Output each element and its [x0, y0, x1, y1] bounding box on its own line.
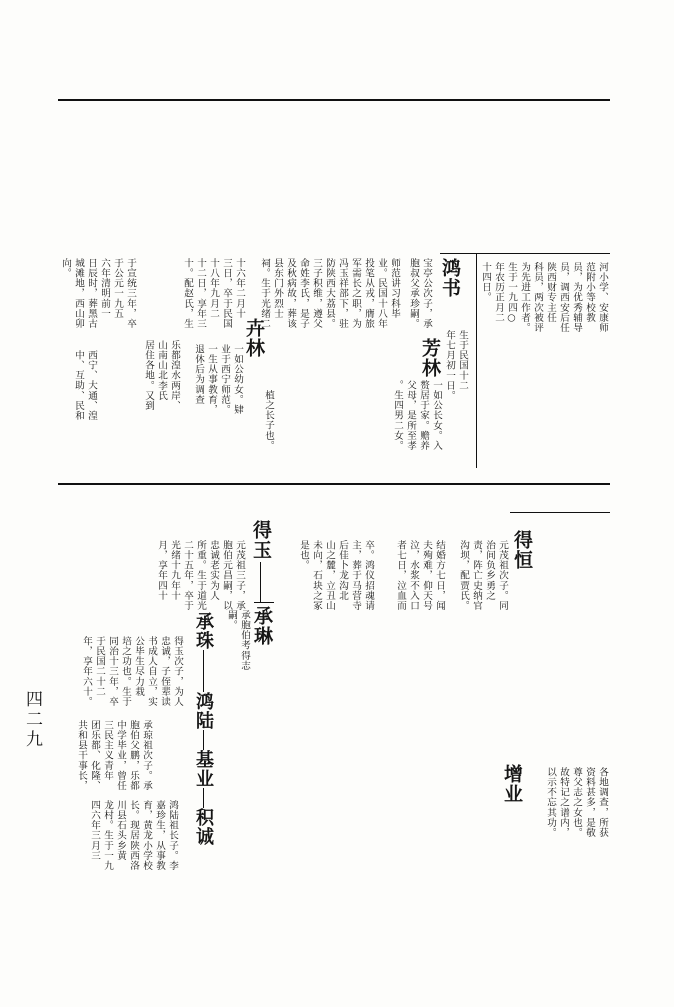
bottom-col-45: 育，黄龙小学校 [141, 800, 152, 871]
top-col-49: 西宁、大通、湟 [86, 350, 97, 421]
head-hongshu: 鸿书 [439, 258, 461, 298]
bottom-col-43: 鸿陆祖长子。李 [167, 800, 178, 871]
chain-link-3 [203, 788, 204, 808]
bottom-col-29: 得玉次子，为人 [172, 636, 183, 707]
top-col-21: 投笔从戎，膺旅 [363, 258, 374, 329]
bottom-col-34: 同治十三年，卒 [107, 636, 118, 707]
top-col-20: 业。民国十八年 [376, 258, 387, 329]
bottom-col-22: 元茂祖三子，承 [234, 540, 245, 611]
bottom-col-46: 长。现居陕西洛 [128, 800, 139, 871]
top-col-14: 赘居于家。赡养 [418, 380, 429, 451]
top-col-6: 科员，两次被评 [532, 262, 543, 333]
top-col-34: 十。配赵氏，生 [182, 258, 193, 329]
head-qilin: 卉林 [243, 318, 265, 358]
bottom-col-24: 忠诚老实为人 [208, 540, 219, 601]
head-fanglin: 芳林 [419, 338, 441, 378]
top-col-28: 县东门外烈士 [272, 258, 283, 319]
top-col-39: 城滩地，西山卯 [73, 258, 84, 329]
hongshu-separator [476, 253, 477, 468]
top-col-7: 为先进工作者。 [519, 262, 530, 333]
top-col-12: 年七月初一日。 [444, 330, 455, 401]
bottom-col-9: 沟坝，配贾氏。 [458, 540, 469, 611]
top-col-44: 一生从事教育， [206, 344, 217, 415]
chain-name-4: 积诚 [193, 808, 214, 846]
top-col-45: 退休后为调查 [193, 344, 204, 405]
bottom-col-25: 所重。生于道光 [195, 540, 206, 611]
top-col-33: 十二日，享年三 [195, 258, 206, 329]
head-chenglin: 承琳 [251, 606, 273, 646]
bottom-col-49: 四六年三月三 [89, 800, 100, 861]
top-col-22: 军需长之职，为 [350, 258, 361, 329]
bottom-col-27: 光绪十九年十 [169, 540, 180, 601]
bottom-col-14: 卒。鸿仪招魂请 [363, 540, 374, 611]
page-number: 四二九 [22, 690, 42, 750]
bottom-col-8: 责，阵亡史纳官 [471, 540, 482, 611]
top-col-50: 中、互助、民和 [73, 350, 84, 421]
top-col-2: 范附小等校教 [584, 262, 595, 323]
bottom-col-13: 者七日，泣血而 [395, 540, 406, 611]
top-col-24: 防陕西大荔县。 [324, 258, 335, 329]
bottom-col-28: 月，享年四十 [156, 540, 167, 601]
bottom-col-20: 承胞伯考得志 [239, 610, 250, 671]
top-col-40: 向。 [60, 258, 71, 279]
bottom-col-19: 是也。 [298, 540, 309, 571]
bottom-col-3: 尊父志之女也。 [571, 767, 582, 838]
bottom-col-1: 各地调查，所获 [597, 767, 608, 838]
middle-rule [58, 483, 610, 485]
bottom-col-32: 公毕生尽力栽 [133, 636, 144, 697]
top-col-18: 胞叔父承珍嗣。 [408, 258, 419, 329]
bottom-col-35: 于民国二十二 [94, 636, 105, 697]
bottom-col-42: 共和县干事长， [76, 720, 87, 791]
top-col-8: 生于一九四○ [506, 262, 517, 324]
top-col-10: 十四日。 [480, 262, 491, 303]
bottom-col-30: 忠诚，子侄辈读 [159, 636, 170, 707]
bottom-col-33: 培之功也。生于 [120, 636, 131, 707]
head-zengye: 增业 [501, 764, 523, 804]
bottom-col-44: 嘉珍生，从事教 [154, 800, 165, 871]
top-col-15: 父母，是所至孝 [405, 380, 416, 451]
top-col-31: 三日，卒于民国 [221, 258, 232, 329]
top-col-47: 山南山北李氏 [156, 340, 167, 401]
bottom-col-38: 胞伯父鹏，乐都 [128, 720, 139, 791]
top-col-35: 于宣统三年，卒 [125, 258, 136, 329]
bottom-col-31: 书成人自立，实 [146, 636, 157, 707]
head-deheng: 得恒 [511, 530, 533, 570]
top-col-27: 及秋病故，葬该 [285, 258, 296, 329]
top-col-43: 业于西宁师范。 [219, 344, 230, 415]
chain-link-2 [203, 730, 204, 750]
chain-name-3: 基业 [193, 750, 214, 788]
bottom-col-12: 泣，水浆不入口 [408, 540, 419, 611]
top-col-17: 宝亭公次子，承 [421, 258, 432, 329]
top-col-26: 命姓李氏，是子 [298, 258, 309, 329]
bottom-col-39: 中学毕业，曾任 [115, 720, 126, 791]
bottom-col-15: 主，葬于马营寺 [350, 540, 361, 611]
top-col-25: 三子积维，遵父 [311, 258, 322, 329]
top-rule [58, 99, 610, 101]
top-col-38: 日辰时，葬黑古 [86, 258, 97, 329]
top-col-23: 冯玉祥部下，驻 [337, 258, 348, 329]
top-col-46: 乐都湟水两岸、 [169, 340, 180, 411]
head-deyu: 得玉 [250, 520, 272, 560]
bottom-col-48: 龙村。生于一九 [102, 800, 113, 871]
top-col-5: 陕西财专主任 [545, 262, 556, 323]
bottom-col-18: 未向，石块之冢 [311, 540, 322, 611]
deyu-chenglin-hline [254, 602, 274, 603]
generation-chain [190, 612, 216, 846]
deyu-chenglin-link [260, 562, 261, 602]
top-col-29: 祠。生于光绪二 [259, 258, 270, 329]
top-col-48: 居住各地。又到 [143, 340, 154, 411]
top-col-3: 员，为优秀辅导 [571, 262, 582, 333]
bottom-col-10: 结婚方七日，闻 [434, 540, 445, 611]
bottom-col-5: 以示不忘其功。 [545, 767, 556, 838]
top-col-41: 植之长子也。 [263, 390, 274, 451]
top-col-30: 十六年二月十 [234, 258, 245, 319]
bottom-col-40: 三民主义青年 [102, 720, 113, 781]
bottom-col-11: 夫殉难，仰天号 [421, 540, 432, 611]
chain-name-1: 承珠 [193, 612, 214, 650]
bottom-col-37: 承琼祖次子。承 [141, 720, 152, 791]
top-col-32: 十八年九月二 [208, 258, 219, 319]
chain-link-1 [203, 650, 204, 692]
bottom-col-6: 元茂祖次子。同 [497, 540, 508, 611]
bottom-col-4: 故特记之谱内， [558, 767, 569, 838]
bottom-col-16: 后佳卜龙沟北 [337, 540, 348, 601]
top-col-13: 一如公长女。入 [431, 380, 442, 451]
top-col-19: 师范讲习科毕 [389, 258, 400, 319]
bottom-col-23: 胞伯元昌嗣，以 [221, 540, 232, 611]
top-col-16: 。生四男二女。 [392, 380, 403, 451]
top-col-4: 员，调西安后任 [558, 262, 569, 333]
bottom-col-47: 川县石头乡黄 [115, 800, 126, 861]
bottom-col-17: 山之麓，立丑山 [324, 540, 335, 611]
chain-name-2: 鸿陆 [193, 692, 214, 730]
bottom-col-21: 嗣。 [226, 610, 237, 631]
bottom-col-26: 二十五年，卒于 [182, 540, 193, 611]
top-col-42: 一如公幼女。肄 [232, 344, 243, 415]
top-col-1: 河小学、安康师 [597, 262, 608, 333]
bottom-col-7: 治间负乡勇之 [484, 540, 495, 601]
bottom-col-2: 资料甚多，是敬 [584, 767, 595, 838]
top-col-36: 于公元一九五 [112, 258, 123, 319]
bottom-col-36: 年，享年六十。 [81, 636, 92, 707]
bottom-col-41: 团乐都、化隆、 [89, 720, 100, 791]
top-col-9: 年农历正月二 [493, 262, 504, 323]
top-col-11: 生于民国十二 [457, 330, 468, 391]
top-col-37: 六年清明前一 [99, 258, 110, 319]
